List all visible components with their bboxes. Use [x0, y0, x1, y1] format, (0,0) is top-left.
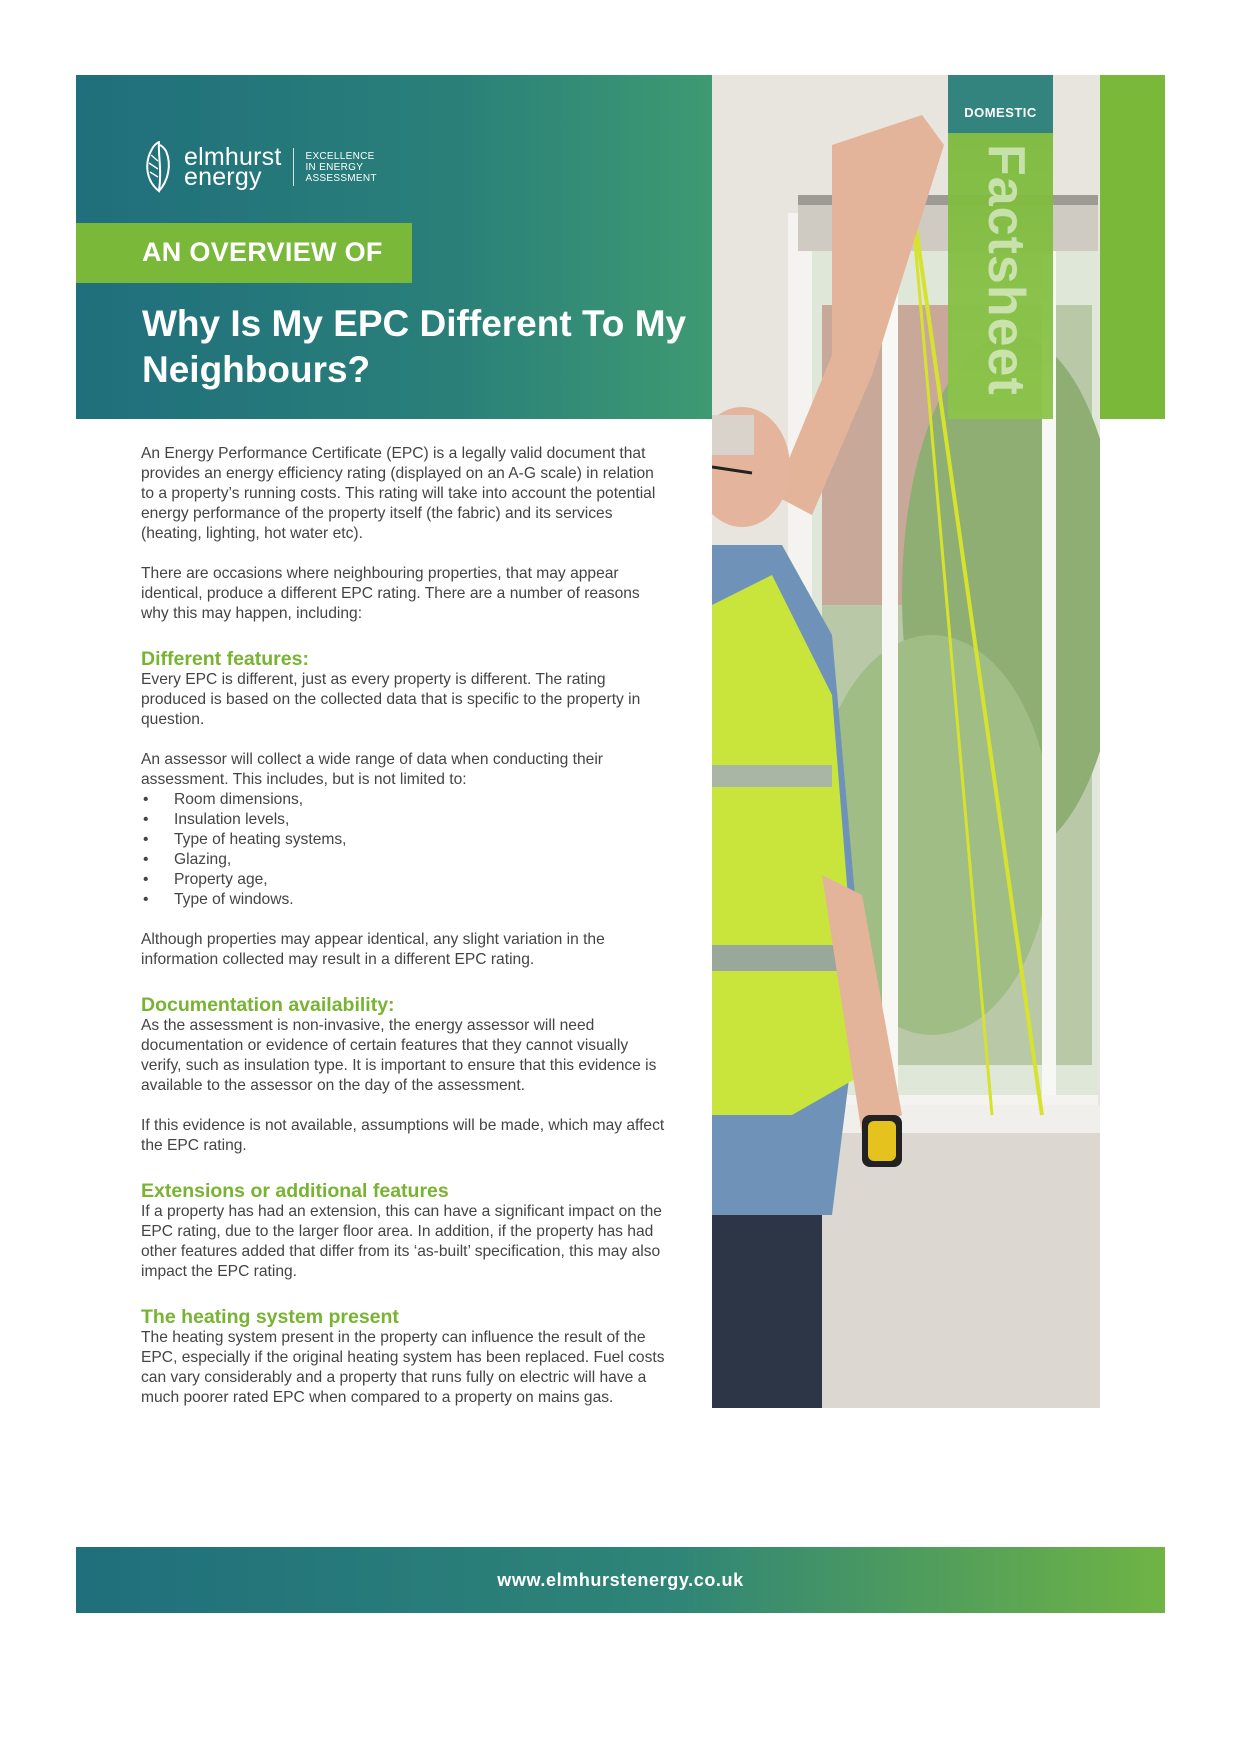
features-paragraph-1: Every EPC is different, just as every property is different. The rating produced is based on the collected data that is specific to the property in question.	[141, 671, 641, 728]
section-heading-documentation: Documentation availability:	[141, 994, 395, 1016]
section-heading-features: Different features:	[141, 648, 309, 670]
overview-label: AN OVERVIEW OF	[76, 223, 412, 283]
header-band	[76, 75, 712, 419]
leaf-logo-icon	[142, 141, 176, 193]
list-item: • Insulation levels,	[141, 810, 666, 830]
list-item: • Property age,	[141, 870, 666, 890]
section-heading-extensions: Extensions or additional features	[141, 1180, 449, 1202]
list-item: • Type of windows.	[141, 890, 666, 910]
list-item: • Room dimensions,	[141, 790, 666, 810]
article-body	[141, 444, 666, 1428]
website-link[interactable]: www.elmhurstenergy.co.uk	[497, 1569, 744, 1590]
features-list	[141, 790, 666, 910]
category-label: DOMESTIC	[964, 105, 1037, 120]
extensions-paragraph: If a property has had an extension, this can have a significant impact on the EPC rating, due to the larger floor area. In addition, if the property has had other features added that differ from its ‘as-built’ specification, this may also impact the EPC rating.	[141, 1203, 662, 1280]
documentation-paragraph-1: As the assessment is non-invasive, the energy assessor will need documentation or evidence of certain features that they cannot visually verify, such as insulation type. It is important to ensure that this evidence is available to the assessor on the day of the assessment.	[141, 1017, 657, 1094]
heating-paragraph: The heating system present in the property can influence the result of the EPC, especially if the original heating system has been replaced. Fuel costs can vary considerably and a property that runs fully on electric will have a much poorer rated EPC when compared to a property on mains gas.	[141, 1329, 665, 1406]
factsheet-label: Factsheet	[977, 144, 1035, 396]
accent-strip	[1100, 75, 1165, 419]
logo-divider	[293, 148, 294, 186]
brand-name-line2: energy	[184, 163, 262, 191]
footer-band	[76, 1547, 1165, 1613]
brand-name-line1: elmhurst	[184, 143, 282, 171]
category-cap	[948, 75, 1053, 133]
documentation-paragraph-2: If this evidence is not available, assumptions will be made, which may affect the EPC rating.	[141, 1117, 665, 1154]
intro-paragraph-2: There are occasions where neighbouring properties, that may appear identical, produce a different EPC rating. There are a number of reasons why this may happen, including:	[141, 565, 640, 622]
features-paragraph-3: Although properties may appear identical, any slight variation in the information collected may result in a different EPC rating.	[141, 931, 605, 968]
list-item: • Type of heating systems,	[141, 830, 666, 850]
list-item: • Glazing,	[141, 850, 666, 870]
brand-tagline: EXCELLENCE IN ENERGY ASSESSMENT	[305, 150, 377, 184]
intro-paragraph-1: An Energy Performance Certificate (EPC) is a legally valid document that provides an energy efficiency rating (displayed on an A-G scale) in relation to a property’s running costs. This rating will take into account the potential energy performance of the property itself (the fabric) and its services (heating, lighting, hot water etc).	[141, 445, 656, 542]
page-title: Why Is My EPC Different To My Neighbours?	[142, 303, 687, 390]
section-heading-heating: The heating system present	[141, 1306, 399, 1328]
features-paragraph-2: An assessor will collect a wide range of data when conducting their assessment. This includes, but is not limited to:	[141, 751, 604, 788]
brand-logo	[142, 141, 377, 193]
